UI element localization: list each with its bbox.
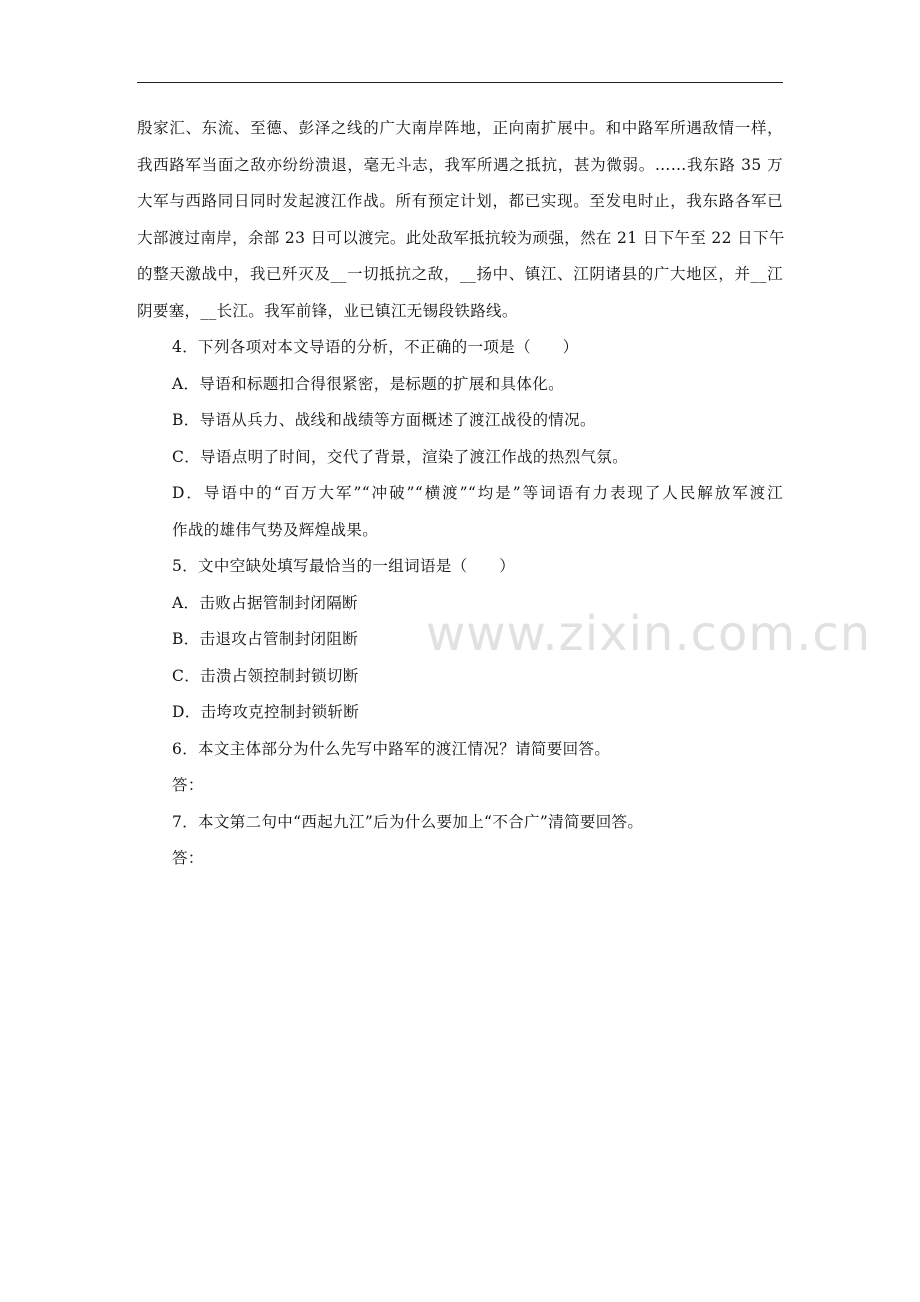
passage-line: 阴要塞，__长江。我军前锋，业已镇江无锡段铁路线。 bbox=[137, 301, 518, 320]
passage-line: 大部渡过南岸，余部 23 日可以渡完。此处敌军抵抗较为顽强，然在 21 日下午至 22 日下午 bbox=[137, 228, 785, 247]
passage-line: 的整天激战中，我已歼灭及__一切抵抗之敌，__扬中、镇江、江阴诸县的广大地区，并__江 bbox=[137, 265, 783, 283]
question-5-option-d: D．击垮攻克控制封锁斩断 bbox=[172, 703, 360, 721]
question-7-answer-label: 答： bbox=[172, 849, 204, 867]
document-body bbox=[137, 110, 783, 877]
question-5-option-b: B．击退攻占管制封闭阻断 bbox=[172, 630, 359, 648]
question-5-stem: 5．文中空缺处填写最恰当的一组词语是（ ） bbox=[172, 557, 516, 575]
question-4-option-d-line: D．导语中的“百万大军”“冲破”“横渡”“均是”等词语有力表现了人民解放军渡江 bbox=[172, 484, 783, 502]
question-4-option-b: B．导语从兵力、战线和战绩等方面概述了渡江战役的情况。 bbox=[172, 411, 596, 429]
watermark: www.zixin.com.cn bbox=[426, 606, 872, 662]
question-4-option-d-line: 作战的雄伟气势及辉煌战果。 bbox=[172, 520, 379, 539]
passage-paragraph bbox=[137, 110, 783, 329]
question-6-answer-label: 答： bbox=[172, 776, 204, 794]
question-4-option-c: C．导语点明了时间，交代了背景，渲染了渡江作战的热烈气氛。 bbox=[172, 447, 629, 466]
header-rule bbox=[137, 82, 783, 83]
question-4-stem: 4．下列各项对本文导语的分析，不正确的一项是（ ） bbox=[172, 338, 579, 356]
passage-line: 殷家汇、东流、至德、彭泽之线的广大南岸阵地，正向南扩展中。和中路军所遇敌情一样， bbox=[137, 119, 783, 137]
question-5-option-a: A．击败占据管制封闭隔断 bbox=[172, 593, 358, 612]
passage-line: 大军与西路同日同时发起渡江作战。所有预定计划，都已实现。至发电时止，我东路各军已 bbox=[137, 192, 783, 210]
question-4-option-a: A．导语和标题扣合得很紧密，是标题的扩展和具体化。 bbox=[172, 374, 564, 393]
passage-line: 我西路军当面之敌亦纷纷溃退，毫无斗志，我军所遇之抵抗，甚为微弱。……我东路 35 万 bbox=[137, 155, 783, 174]
question-4-option-d bbox=[137, 475, 783, 548]
question-7-stem: 7．本文第二句中“西起九江”后为什么要加上“不合广”清简要回答。 bbox=[172, 812, 644, 831]
question-6-stem: 6．本文主体部分为什么先写中路军的渡江情况？请简要回答。 bbox=[172, 739, 611, 758]
question-5-option-c: C．击溃占领控制封锁切断 bbox=[172, 666, 359, 685]
